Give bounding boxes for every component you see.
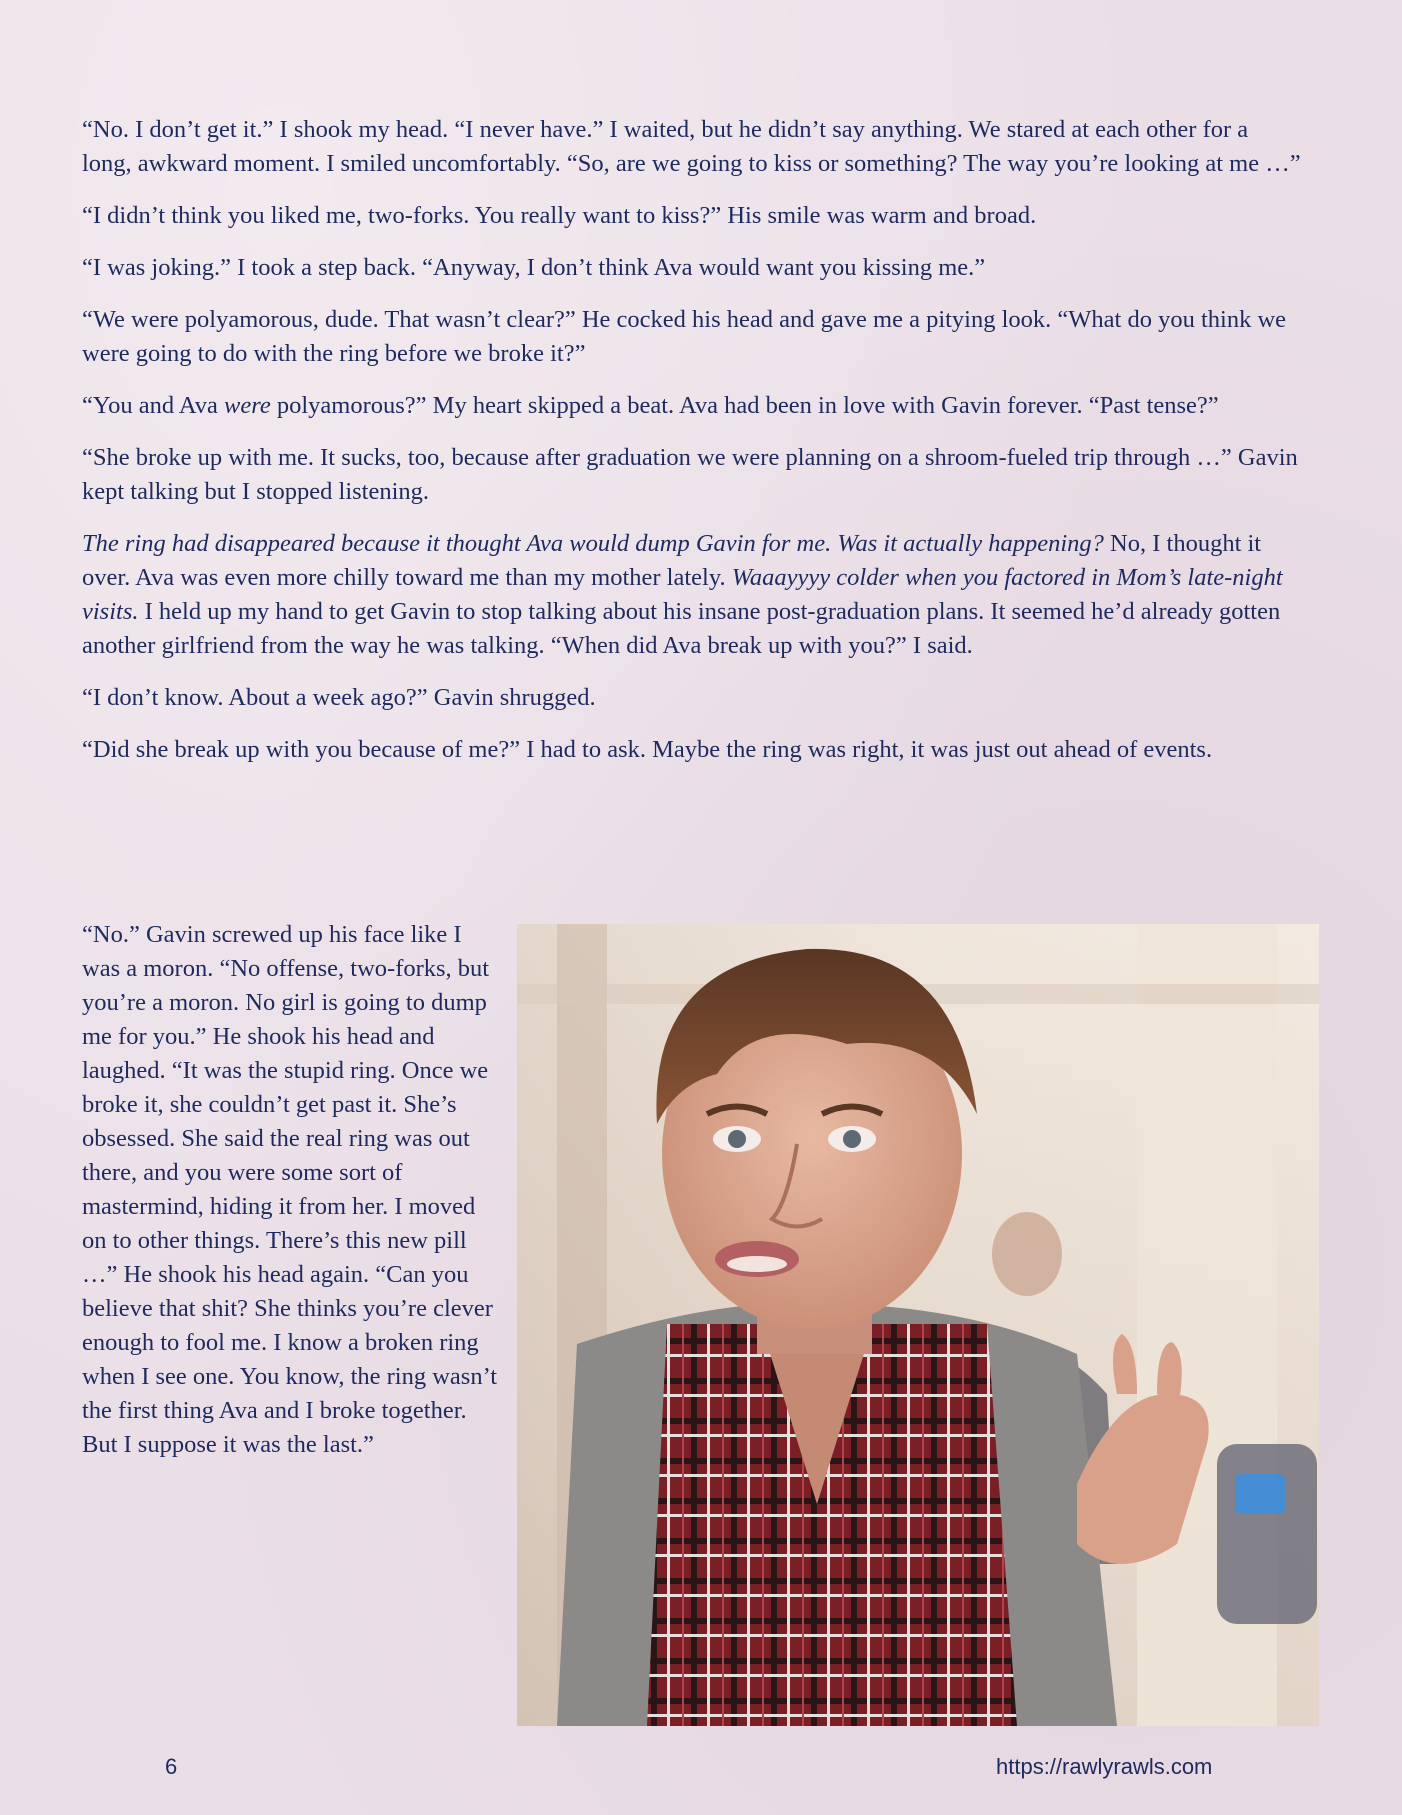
paragraph: “No. I don’t get it.” I shook my head. “I never have.” I waited, but he didn’t say anything. We stared at each other for a long, awkward moment. I smiled uncomfortably. “So, are we going to kiss or something? The way you’re looking at me …”: [82, 116, 1301, 177]
text-run: “You and Ava: [82, 392, 225, 419]
text-run: I held up my hand to get Gavin to stop talking about his insane post-graduation plans. It seemed he’d already gotten another girlfriend from the way he was talking. “When did Ava break up with you?” I said.: [82, 598, 1281, 659]
story-text: [82, 113, 1302, 785]
italic-text-run: Waaayyyy colder when you factored in Mom’s late-night visits.: [82, 564, 1283, 625]
paragraph: “No.” Gavin screwed up his face like I was a moron. “No offense, two-forks, but you’re a moron. No girl is going to dump me for you.” He shook his head and laughed. “It was the stupid ring. Once we broke it, she couldn’t get past it. She’s obsessed. She said the real ring was out there, and you were some sort of mastermind, hiding it from her. I moved on to other things. There’s this new pill …” He shook his head again. “Can you believe that shit? She thinks you’re clever enough to fool me. I know a broken ring when I see one. You know, the ring wasn’t the first thing Ava and I broke together. But I suppose it was the last.”: [82, 921, 498, 1458]
website-link[interactable]: https://rawlyrawls.com: [996, 1754, 1213, 1779]
paragraph: “Did she break up with you because of me?” I had to ask. Maybe the ring was right, it was just out ahead of events.: [82, 736, 1213, 763]
paragraph: “I was joking.” I took a step back. “Anyway, I don’t think Ava would want you kissing me.”: [82, 254, 986, 281]
paragraph: “We were polyamorous, dude. That wasn’t clear?” He cocked his head and gave me a pitying look. “What do you think we were going to do with the ring before we broke it?”: [82, 306, 1287, 367]
wrapped-paragraph: [82, 918, 502, 1462]
paragraph: [82, 527, 1302, 663]
italic-text-run: The ring had disappeared because it thought Ava would dump Gavin for me. Was it actually happening?: [82, 530, 1104, 557]
paragraph: “I don’t know. About a week ago?” Gavin shrugged.: [82, 684, 596, 711]
text-run: polyamorous?” My heart skipped a beat. Ava had been in love with Gavin forever. “Past tense?”: [270, 392, 1219, 419]
paragraph: “I didn’t think you liked me, two-forks. You really want to kiss?” His smile was warm and broad.: [82, 202, 1037, 229]
paragraph: [82, 389, 1302, 423]
character-illustration: [517, 924, 1319, 1726]
italic-text-run: were: [224, 392, 271, 419]
text-run: No, I thought it over. Ava was even more chilly toward me than my mother lately.: [82, 530, 1262, 591]
paragraph: “She broke up with me. It sucks, too, because after graduation we were planning on a shroom-fueled trip through …” Gavin kept talking but I stopped listening.: [82, 444, 1298, 505]
page-number: 6: [165, 1754, 178, 1779]
